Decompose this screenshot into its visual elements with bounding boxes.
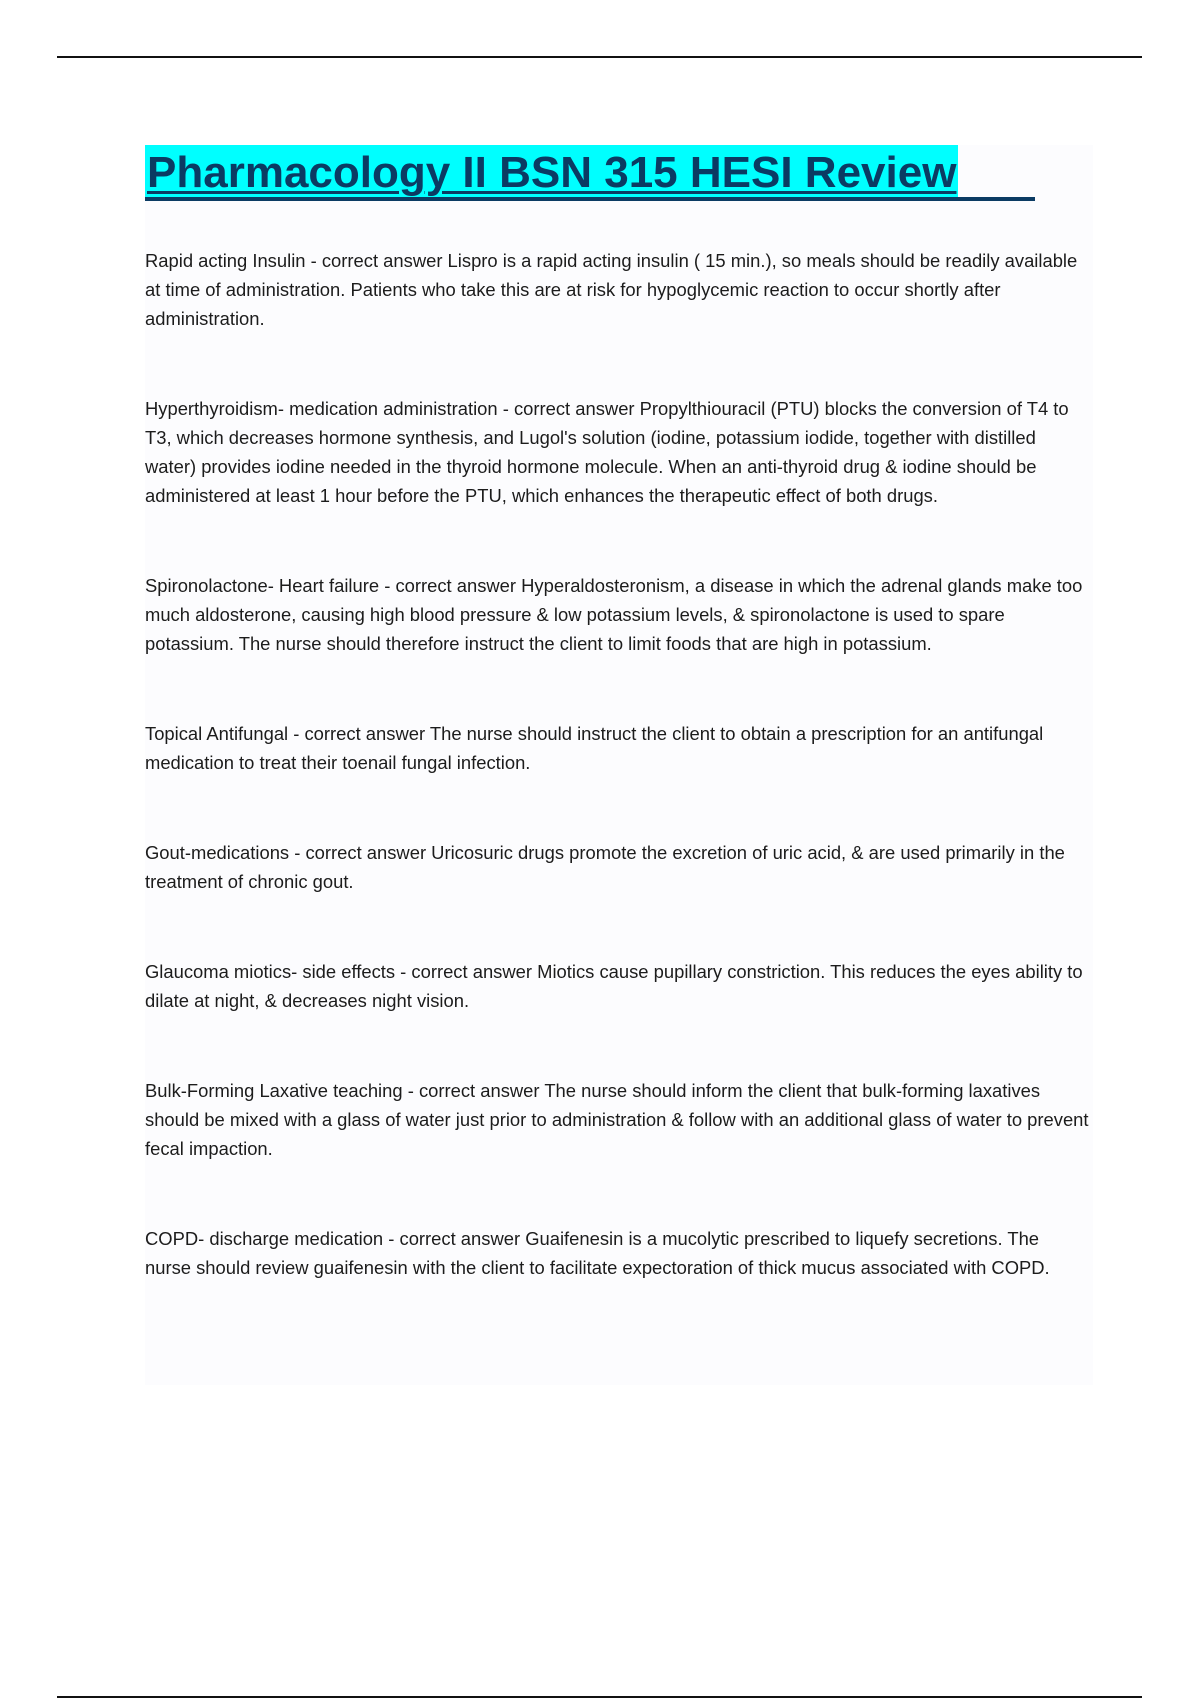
entry-copd-discharge: COPD- discharge medication - correct answer Guaifenesin is a mucolytic prescribed to liquefy secretions. The nurse should review guaifenesin with the client to facilitate expectoration of thick mucus associated with COPD. xyxy=(145,1228,1050,1278)
bottom-rule xyxy=(57,1696,1142,1698)
top-rule xyxy=(57,56,1142,58)
entry-bulk-forming-laxative: Bulk-Forming Laxative teaching - correct answer The nurse should inform the client that bulk-forming laxatives should be mixed with a glass of water just prior to administration & follow with an additional glass of water to prevent fecal impaction. xyxy=(145,1080,1089,1159)
entry-rapid-acting-insulin: Rapid acting Insulin - correct answer Lispro is a rapid acting insulin ( 15 min.), so meals should be readily available at time of administration. Patients who take this are at risk for hypoglycemic reaction to occur shortly after administration. xyxy=(145,250,1078,329)
entry-glaucoma-miotics: Glaucoma miotics- side effects - correct answer Miotics cause pupillary constriction. This reduces the eyes ability to dilate at night, & decreases night vision. xyxy=(145,961,1083,1011)
entry-gout-medications: Gout-medications - correct answer Uricosuric drugs promote the excretion of uric acid, & are used primarily in the treatment of chronic gout. xyxy=(145,842,1065,892)
document-title: Pharmacology II BSN 315 HESI Review xyxy=(145,145,958,201)
title-underline xyxy=(145,197,1035,201)
entry-topical-antifungal: Topical Antifungal - correct answer The nurse should instruct the client to obtain a prescription for an antifungal medication to treat their toenail fungal infection. xyxy=(145,723,1044,773)
entry-spironolactone: Spironolactone- Heart failure - correct answer Hyperaldosteronism, a disease in which the adrenal glands make too much aldosterone, causing high blood pressure & low potassium levels, & spironolactone is used to spare potassium. The nurse should therefore instruct the client to limit foods that are high in potassium. xyxy=(145,575,1083,654)
entry-hyperthyroidism: Hyperthyroidism- medication administration - correct answer Propylthiouracil (PTU) blocks the conversion of T4 to T3, which decreases hormone synthesis, and Lugol's solution (iodine, potassium iodide, together with distilled water) provides iodine needed in the thyroid hormone molecule. When an anti-thyroid drug & iodine should be administered at least 1 hour before the PTU, which enhances the therapeutic effect of both drugs. xyxy=(145,398,1069,506)
review-entries xyxy=(145,246,1090,1343)
